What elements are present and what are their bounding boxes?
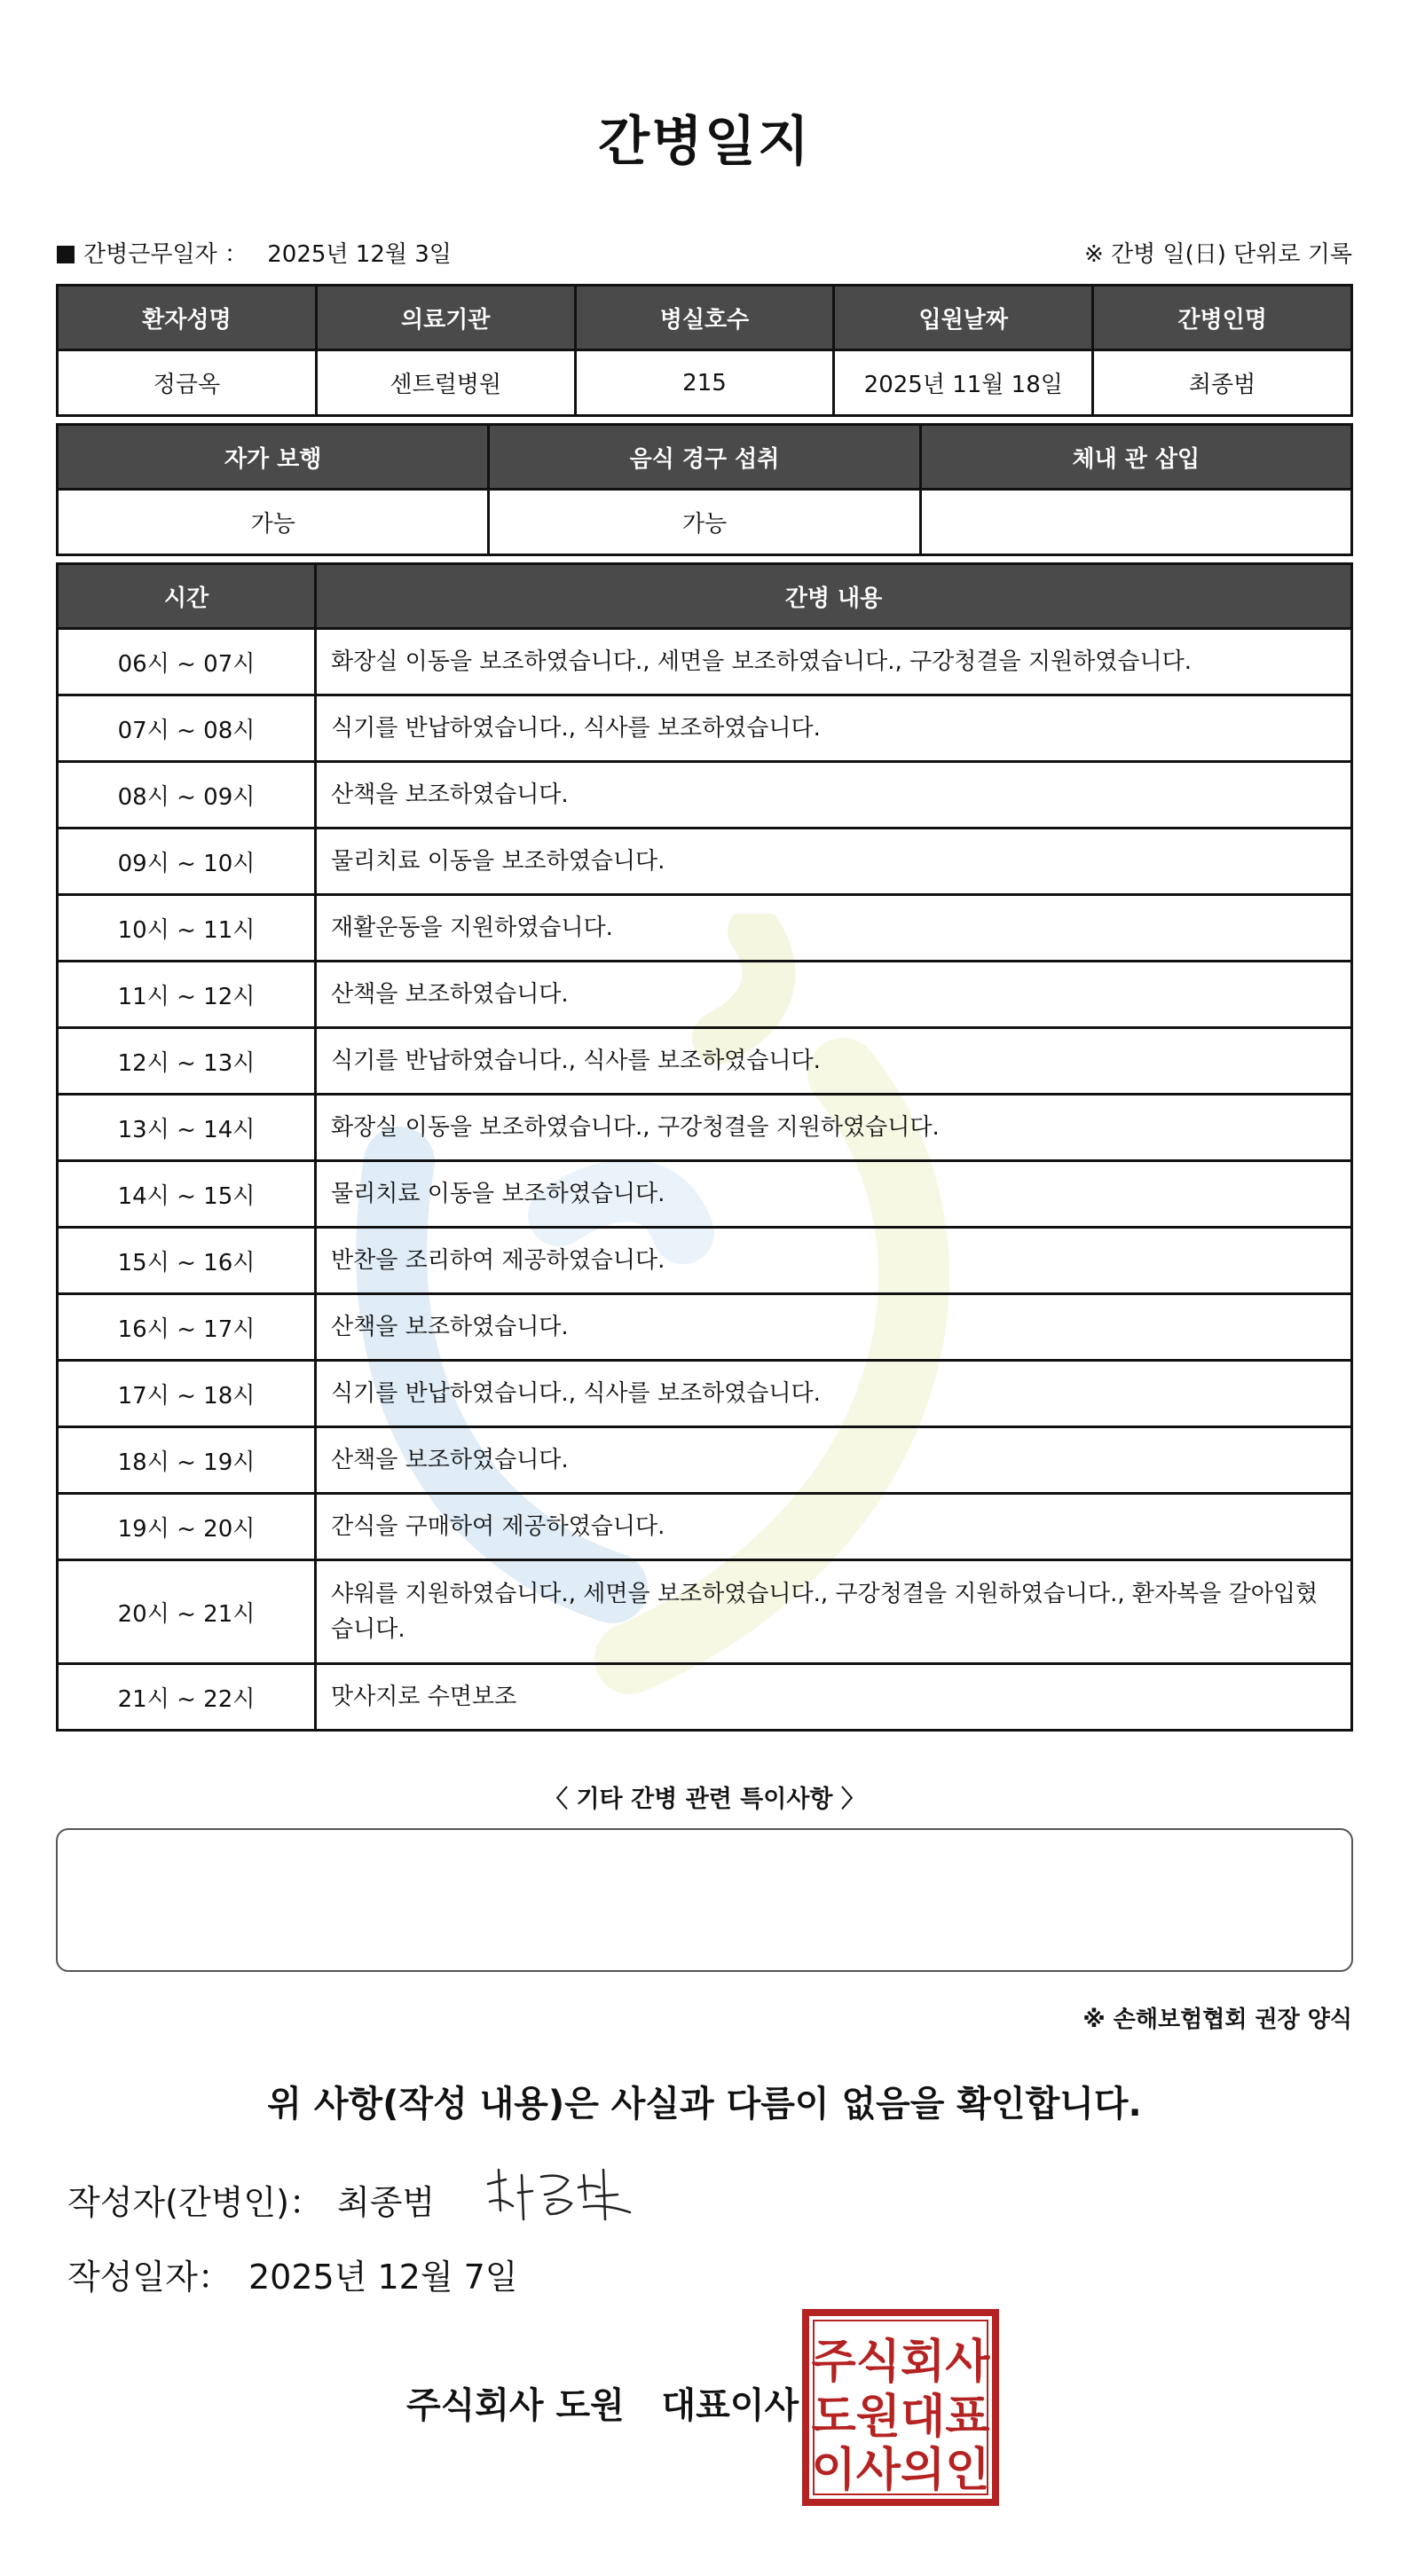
time-cell: 10시 ~ 11시 — [58, 895, 316, 962]
time-cell: 12시 ~ 13시 — [58, 1028, 316, 1095]
content-cell: 산책을 보조하였습니다. — [316, 1427, 1352, 1494]
recommendation-note: ※ 손해보험협회 권장 양식 — [1082, 2007, 1352, 2033]
content-cell: 산책을 보조하였습니다. — [316, 1294, 1352, 1361]
table-row — [58, 962, 1352, 1028]
table-row — [58, 1427, 1352, 1494]
time-cell: 08시 ~ 09시 — [58, 762, 316, 829]
care-date-value: 2025년 12월 3일 — [267, 241, 452, 268]
caregiver-name: 최종범 — [1093, 350, 1352, 416]
content-cell: 식기를 반납하였습니다., 식사를 보조하였습니다. — [316, 1361, 1352, 1427]
header-oral-intake: 음식 경구 섭취 — [489, 425, 920, 490]
oral-intake-value: 가능 — [489, 490, 920, 555]
content-cell: 식기를 반납하였습니다., 식사를 보조하였습니다. — [316, 695, 1352, 762]
header-caregiver: 간병인명 — [1093, 286, 1352, 350]
time-cell: 19시 ~ 20시 — [58, 1494, 316, 1560]
writer-name: 최종범 — [337, 2183, 436, 2222]
seal-line-2: 도원대표 — [811, 2391, 990, 2444]
time-cell: 18시 ~ 19시 — [58, 1427, 316, 1494]
room-number: 215 — [575, 350, 834, 416]
company-seal-stamp — [801, 2308, 1000, 2507]
table-row — [58, 1095, 1352, 1161]
self-walking-value: 가능 — [58, 490, 489, 555]
table-row — [58, 1560, 1352, 1664]
care-date-label: 간병근무일자 ： — [83, 241, 248, 268]
time-cell: 15시 ~ 16시 — [58, 1228, 316, 1294]
content-cell: 물리치료 이동을 보조하였습니다. — [316, 1161, 1352, 1228]
table-row — [58, 762, 1352, 829]
care-date-line — [57, 236, 452, 269]
time-cell: 14시 ~ 15시 — [58, 1161, 316, 1228]
table-row — [58, 1228, 1352, 1294]
writer-label: 작성자(간병인)： — [67, 2183, 323, 2222]
confirmation-statement: 위 사항(작성 내용)은 사실과 다름이 없음을 확인합니다. — [267, 2084, 1142, 2124]
table-row — [58, 1161, 1352, 1228]
square-bullet-icon — [57, 246, 75, 263]
header-time: 시간 — [58, 564, 316, 629]
time-cell: 21시 ~ 22시 — [58, 1664, 316, 1731]
document-title: 간병일지 — [598, 111, 811, 173]
handwritten-signature — [479, 2157, 639, 2237]
table-row — [58, 1664, 1352, 1731]
content-cell: 화장실 이동을 보조하였습니다., 구강청결을 지원하였습니다. — [316, 1095, 1352, 1161]
header-room: 병실호수 — [575, 286, 834, 350]
time-cell: 17시 ~ 18시 — [58, 1361, 316, 1427]
content-cell: 반찬을 조리하여 제공하였습니다. — [316, 1228, 1352, 1294]
table-row — [58, 1361, 1352, 1427]
seal-line-1: 주식회사 — [811, 2336, 990, 2389]
table-row — [58, 695, 1352, 762]
time-cell: 20시 ~ 21시 — [58, 1560, 316, 1664]
content-cell: 재활운동을 지원하였습니다. — [316, 895, 1352, 962]
patient-info-table — [56, 284, 1353, 417]
unit-note: ※ 간병 일(日) 단위로 기록 — [1083, 241, 1352, 268]
time-cell: 06시 ~ 07시 — [58, 629, 316, 695]
content-cell: 화장실 이동을 보조하였습니다., 세면을 보조하였습니다., 구강청결을 지원하였습니다. — [316, 629, 1352, 695]
seal-line-3: 이사의인 — [811, 2444, 990, 2497]
time-cell: 16시 ~ 17시 — [58, 1294, 316, 1361]
content-cell: 산책을 보조하였습니다. — [316, 962, 1352, 1028]
time-cell: 09시 ~ 10시 — [58, 829, 316, 895]
content-cell: 샤워를 지원하였습니다., 세면을 보조하였습니다., 구강청결을 지원하였습니다., 환자복을 갈아입혔습니다. — [316, 1560, 1352, 1664]
notes-box — [56, 1828, 1353, 1972]
content-cell: 맛사지로 수면보조 — [316, 1664, 1352, 1731]
header-tube-insertion: 체내 관 삽입 — [920, 425, 1351, 490]
table-row — [58, 1294, 1352, 1361]
content-cell: 식기를 반납하였습니다., 식사를 보조하였습니다. — [316, 1028, 1352, 1095]
content-cell: 간식을 구매하여 제공하였습니다. — [316, 1494, 1352, 1560]
written-date-value: 2025년 12월 7일 — [248, 2258, 518, 2297]
tube-insertion-value — [920, 490, 1351, 555]
written-date-label: 작성일자： — [67, 2258, 232, 2297]
company-representative: 주식회사 도원 대표이사 — [406, 2385, 799, 2426]
header-patient-name: 환자성명 — [58, 286, 317, 350]
header-admission-date: 입원날짜 — [834, 286, 1093, 350]
table-row — [58, 629, 1352, 695]
patient-name: 정금옥 — [58, 350, 317, 416]
table-row — [58, 1494, 1352, 1560]
time-cell: 07시 ~ 08시 — [58, 695, 316, 762]
time-cell: 11시 ~ 12시 — [58, 962, 316, 1028]
hospital-name: 센트럴병원 — [316, 350, 575, 416]
care-log-table — [56, 562, 1353, 1732]
header-self-walking: 자가 보행 — [58, 425, 489, 490]
table-row — [58, 895, 1352, 962]
time-cell: 13시 ~ 14시 — [58, 1095, 316, 1161]
notes-heading: 〈 기타 간병 관련 특이사항 〉 — [544, 1786, 865, 1813]
patient-status-table — [56, 423, 1353, 556]
table-row — [58, 829, 1352, 895]
content-cell: 물리치료 이동을 보조하였습니다. — [316, 829, 1352, 895]
header-hospital: 의료기관 — [316, 286, 575, 350]
content-cell: 산책을 보조하였습니다. — [316, 762, 1352, 829]
header-care-content: 간병 내용 — [316, 564, 1352, 629]
admission-date: 2025년 11월 18일 — [834, 350, 1093, 416]
table-row — [58, 1028, 1352, 1095]
